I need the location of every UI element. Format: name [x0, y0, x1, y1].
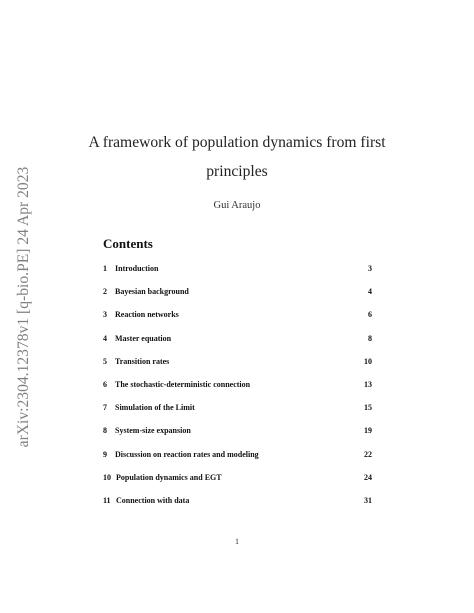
toc-entry-number: 5: [103, 356, 107, 366]
toc-entry-number: 7: [103, 403, 107, 413]
toc-entry-title: The stochastic-deterministic connection: [115, 380, 251, 389]
toc-entry-page: 13: [364, 380, 372, 389]
toc-entry-number: 1: [103, 264, 107, 273]
toc-entry[interactable]: [103, 471, 372, 485]
toc-entry-title: Bayesian background: [115, 287, 189, 297]
toc-entry-number: 6: [103, 380, 107, 389]
page-number: 1: [235, 537, 239, 546]
paper-title-line-1: A framework of population dynamics from first: [88, 134, 386, 151]
toc-entry-page: 8: [368, 333, 372, 343]
arxiv-side-stamp: [4, 148, 44, 466]
arxiv-identifier: arXiv:2304.12378v1 [q-bio.PE] 24 Apr 2023: [15, 166, 32, 448]
toc-entry-title: Reaction networks: [115, 310, 179, 320]
toc-entry[interactable]: [103, 401, 372, 415]
toc-entry-page: 10: [364, 356, 372, 366]
toc-entry-number: 10: [103, 472, 111, 482]
toc-entry[interactable]: [103, 494, 372, 508]
toc-entry-number: 11: [103, 496, 111, 505]
toc-entry-page: 6: [368, 310, 372, 320]
toc-entry-page: 24: [364, 472, 372, 482]
toc-entry[interactable]: [103, 424, 372, 438]
toc-entry-title: Introduction: [115, 264, 159, 273]
toc-entry-title: Population dynamics and EGT: [116, 472, 222, 482]
toc-entry-page: 31: [364, 496, 372, 505]
toc-entry[interactable]: [103, 285, 372, 299]
toc-entry-title: Connection with data: [116, 496, 190, 505]
toc-entry[interactable]: [103, 448, 372, 462]
toc-entry[interactable]: [103, 308, 372, 322]
toc-entry[interactable]: [103, 262, 372, 276]
contents-heading: Contents: [103, 236, 153, 251]
toc-entry-title: System-size expansion: [115, 426, 191, 436]
toc-entry[interactable]: [103, 355, 372, 369]
toc-entry[interactable]: [103, 378, 372, 392]
toc-entry-number: 3: [103, 310, 107, 320]
toc-entry-title: Discussion on reaction rates and modeling: [115, 449, 259, 459]
toc-entry-title: Transition rates: [115, 356, 170, 366]
toc-entry-title: Simulation of the Limit: [115, 403, 195, 413]
toc-entry[interactable]: [103, 332, 372, 346]
toc-entry-page: 3: [368, 264, 372, 273]
author-name: Gui Araujo: [213, 200, 261, 211]
toc-entry-page: 19: [364, 426, 372, 436]
paper-title-line-2: principles: [206, 163, 268, 180]
toc-entry-number: 8: [103, 426, 107, 436]
toc-entry-number: 4: [103, 333, 107, 343]
toc-entry-title: Master equation: [115, 333, 172, 343]
toc-entry-page: 22: [364, 449, 372, 459]
toc-entry-page: 4: [368, 287, 372, 297]
toc-entry-page: 15: [364, 403, 372, 413]
toc-entry-number: 9: [103, 449, 107, 459]
toc-entry-number: 2: [103, 287, 107, 297]
